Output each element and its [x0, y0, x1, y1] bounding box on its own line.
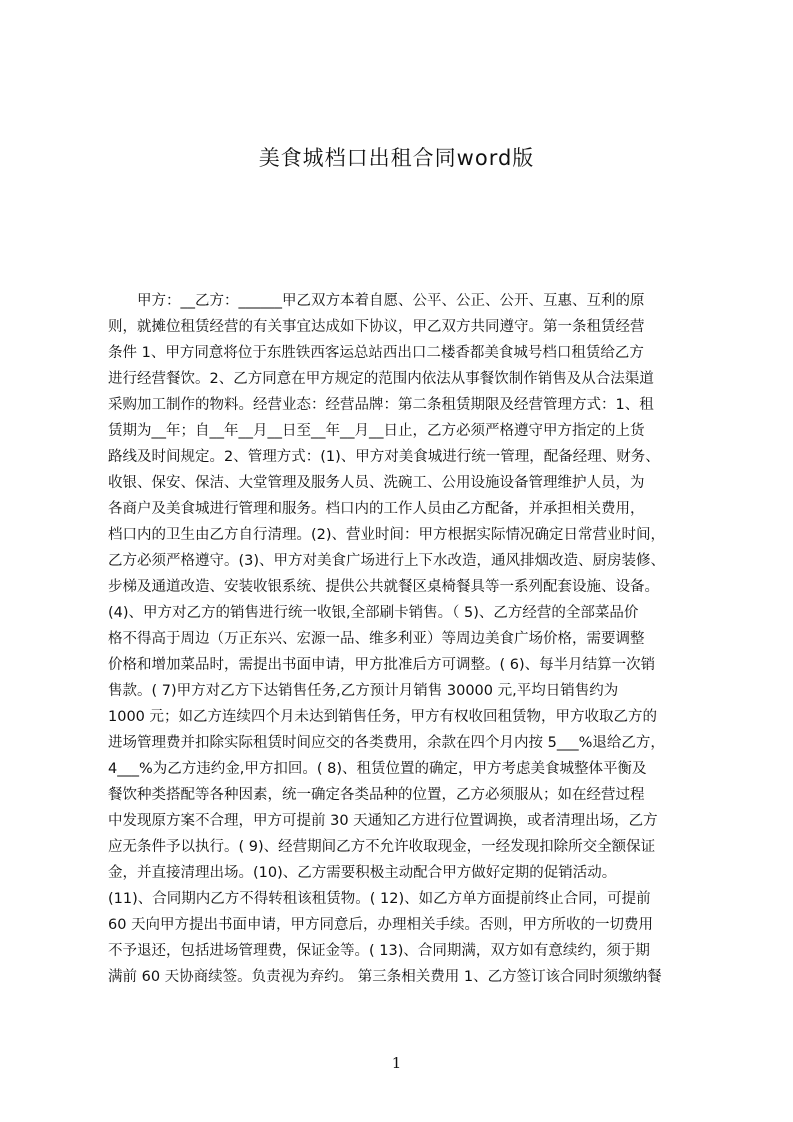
body-line: 餐饮种类搭配等各种因素，统一确定各类品种的位置，乙方必须服从；如在经营过程 [108, 787, 645, 803]
body-line: 路线及时间规定。2、管理方式：(1)、甲方对美食城进行统一管理，配备经理、财务、 [108, 449, 660, 465]
body-line: 进行经营餐饮。2、乙方同意在甲方规定的范围内依法从事餐饮制作销售及从合法渠道 [108, 371, 654, 387]
body-line: 甲方：__乙方：______甲乙双方本着自愿、公平、公正、公开、互惠、互利的原 [137, 293, 645, 309]
document-title: 美食城档口出租合同word版 [258, 146, 535, 170]
body-line: 应无条件予以执行。( 9)、经营期间乙方不允许收取现金，一经发现扣除所交全额保证 [108, 839, 656, 855]
body-line: 收银、保安、保洁、大堂管理及服务人员、洗碗工、公用设施设备管理维护人员，为 [108, 475, 645, 491]
body-line: 金，并直接清理出场。(10)、乙方需要积极主动配合甲方做好定期的促销活动。 [108, 865, 617, 881]
document-body [108, 288, 708, 990]
body-line: 各商户及美食城进行管理和服务。档口内的工作人员由乙方配备，并承担相关费用， [108, 501, 645, 517]
body-line: 进场管理费并扣除实际租赁时间应交的各类费用，余款在四个月内按 5___%退给乙方， [108, 735, 665, 751]
body-line: (4)、甲方对乙方的销售进行统一收银,全部刷卡销售。（ 5)、乙方经营的全部菜品价 [108, 605, 639, 621]
body-line: 满前 60 天协商续签。负责视为弃约。 第三条相关费用 1、乙方签订该合同时须缴纳餐 [108, 969, 662, 985]
body-line: 则，就摊位租赁经营的有关事宜达成如下协议，甲乙双方共同遵守。第一条租赁经营 [108, 319, 645, 335]
body-line: 1000 元；如乙方连续四个月未达到销售任务，甲方有权收回租赁物，甲方收取乙方的 [108, 709, 658, 725]
body-line: 格不得高于周边（万正东兴、宏源一品、维多利亚）等周边美食广场价格，需要调整 [108, 631, 645, 647]
body-line: 步梯及通道改造、安装收银系统、提供公共就餐区桌椅餐具等一系列配套设施、设备。 [108, 579, 659, 595]
page-number: 1 [391, 1054, 402, 1072]
body-line: (11)、合同期内乙方不得转租该租赁物。( 12)、如乙方单方面提前终止合同，可提前 [108, 891, 651, 907]
body-line: 60 天向甲方提出书面申请，甲方同意后，办理相关手续。否则，甲方所收的一切费用 [108, 917, 654, 933]
body-line: 售款。( 7)甲方对乙方下达销售任务,乙方预计月销售 30000 元,平均日销售约为 [108, 683, 619, 699]
body-line: 中发现原方案不合理，甲方可提前 30 天通知乙方进行位置调换，或者清理出场，乙方 [108, 813, 658, 829]
body-line: 条件 1、甲方同意将位于东胜铁西客运总站西出口二楼香都美食城号档口租赁给乙方 [108, 345, 644, 361]
body-line: 档口内的卫生由乙方自行清理。(2)、营业时间：甲方根据实际情况确定日常营业时间， [108, 527, 666, 543]
body-line: 4___%为乙方违约金,甲方扣回。( 8)、租赁位置的确定，甲方考虑美食城整体平衡及 [108, 761, 647, 777]
body-line: 价格和增加菜品时，需提出书面申请，甲方批准后方可调整。( 6)、每半月结算一次销 [108, 657, 656, 673]
body-line: 赁期为__年；自__年__月__日至__年__月__日止，乙方必须严格遵守甲方指定的上货 [108, 423, 645, 439]
body-line: 不予退还，包括进场管理费，保证金等。( 13)、合同期满，双方如有意续约，须于期 [108, 943, 650, 959]
body-line: 采购加工制作的物料。经营业态：经营品牌：第二条租赁期限及经营管理方式：1、租 [108, 397, 654, 413]
body-line: 乙方必须严格遵守。(3)、甲方对美食广场进行上下水改造，通风排烟改造、厨房装修、 [108, 553, 666, 569]
